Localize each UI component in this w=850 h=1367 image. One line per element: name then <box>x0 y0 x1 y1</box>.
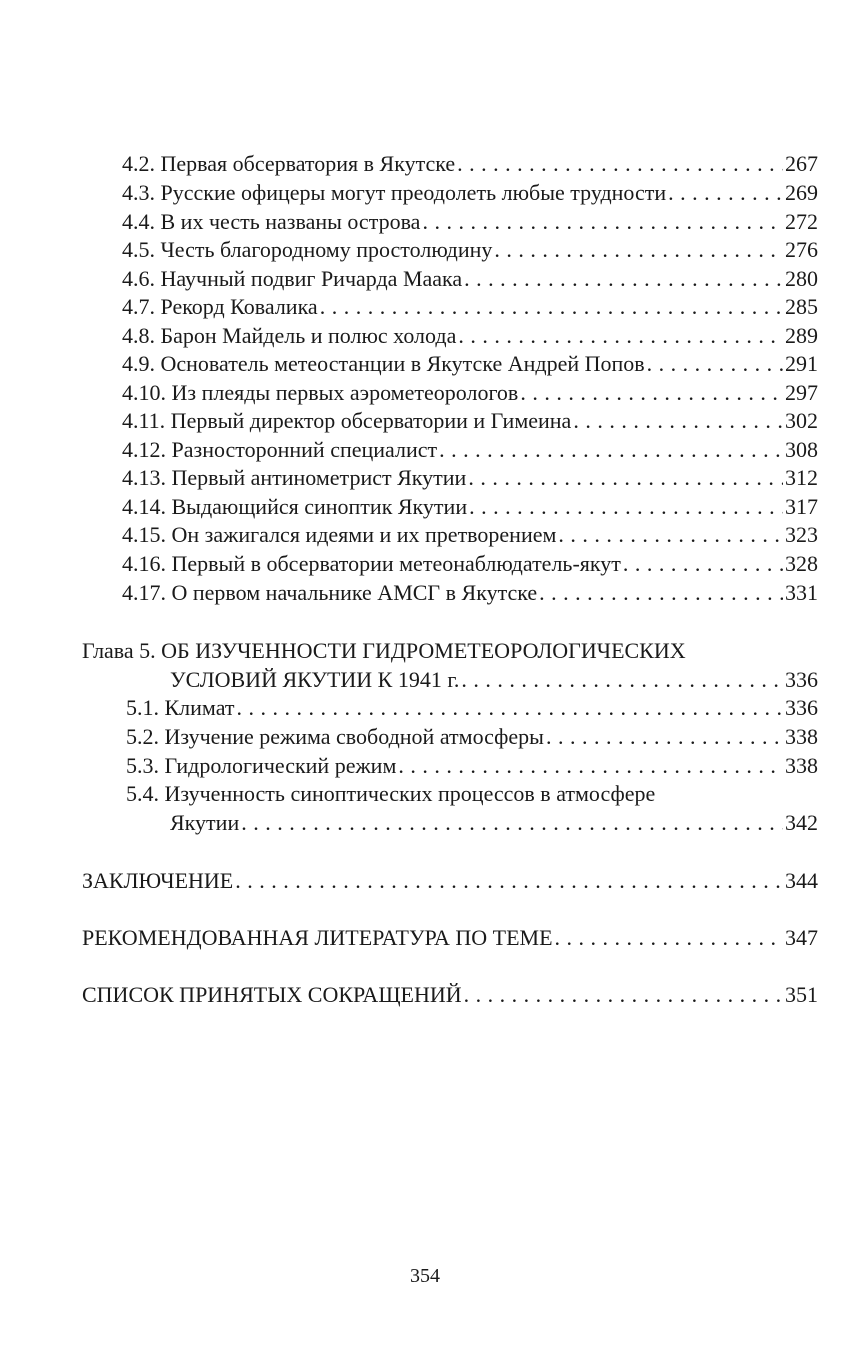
toc-leader-dots <box>458 322 783 350</box>
toc-leader-dots <box>546 723 783 751</box>
toc-entry-literature <box>82 924 818 952</box>
toc-entry <box>122 464 818 492</box>
toc-entry-title: 4.9. Основатель метеостанции в Якутске Андрей Попов <box>122 351 645 376</box>
toc-leader-dots <box>464 265 783 293</box>
toc-entry-page: 291 <box>785 351 818 376</box>
toc-entry-title: 5.4. Изученность синоптических процессов в атмосфере <box>126 781 656 806</box>
toc-entry <box>122 179 818 207</box>
toc-leader-dots <box>539 579 783 607</box>
toc-entry <box>122 379 818 407</box>
toc-leader-dots <box>237 694 783 722</box>
toc-entry-abbreviations <box>82 981 818 1009</box>
toc-entry-title: 4.13. Первый антинометрист Якутии <box>122 465 467 490</box>
toc-leader-dots <box>668 179 783 207</box>
toc-entry-title: 4.8. Барон Майдель и полюс холода <box>122 323 457 348</box>
toc-entry <box>122 293 818 321</box>
toc-leader-dots <box>573 407 783 435</box>
toc-entry-title: 4.6. Научный подвиг Ричарда Маака <box>122 266 463 291</box>
toc-leader-dots <box>555 924 783 952</box>
toc-entry-page: 336 <box>785 667 818 692</box>
toc-leader-dots <box>461 666 783 694</box>
toc-entry-continuation <box>170 809 818 837</box>
toc-entry-page: 267 <box>785 151 818 176</box>
toc-entry-title: 4.10. Из плеяды первых аэрометеорологов <box>122 380 519 405</box>
toc-leader-dots <box>457 150 783 178</box>
toc-leader-dots <box>235 867 783 895</box>
toc-entry-title: 5.3. Гидрологический режим <box>126 753 397 778</box>
toc-entry-conclusion <box>82 867 818 895</box>
toc-entry-title: 4.7. Рекорд Ковалика <box>122 294 318 319</box>
toc-leader-dots <box>494 236 783 264</box>
toc-entry <box>122 550 818 578</box>
toc-entry <box>122 436 818 464</box>
toc-leader-dots <box>241 809 783 837</box>
toc-entry-page: 338 <box>785 753 818 778</box>
toc-entry-title: 4.14. Выдающийся синоптик Якутии <box>122 494 468 519</box>
toc-entry <box>122 150 818 178</box>
toc-entry <box>126 694 818 722</box>
toc-entry <box>122 322 818 350</box>
chapter-heading: Глава 5. ОБ ИЗУЧЕННОСТИ ГИДРОМЕТЕОРОЛОГИЧЕСКИХ <box>82 638 686 663</box>
toc-entry-page: 285 <box>785 294 818 319</box>
toc-entry-page: 302 <box>785 408 818 433</box>
toc-entry-page: 338 <box>785 724 818 749</box>
toc-entry-title: 4.2. Первая обсерватория в Якутске <box>122 151 456 176</box>
toc-entry-title: 4.15. Он зажигался идеями и их претворением <box>122 522 557 547</box>
toc-entry <box>122 407 818 435</box>
toc-entry <box>126 723 818 751</box>
toc-entry-title: ЗАКЛЮЧЕНИЕ <box>82 868 234 893</box>
toc-entry-page: 342 <box>785 810 818 835</box>
toc-leader-dots <box>623 550 783 578</box>
toc-leader-dots <box>469 493 783 521</box>
toc-entry-title: СПИСОК ПРИНЯТЫХ СОКРАЩЕНИЙ <box>82 982 462 1007</box>
toc-entry-title: РЕКОМЕНДОВАННАЯ ЛИТЕРАТУРА ПО ТЕМЕ <box>82 925 553 950</box>
toc-entry-title: Якутии <box>170 810 240 835</box>
toc-entry-title: УСЛОВИЙ ЯКУТИИ К 1941 г. <box>170 667 460 692</box>
toc-entry-title: 4.17. О первом начальнике АМСГ в Якутске <box>122 580 538 605</box>
toc-leader-dots <box>468 464 783 492</box>
toc-entry-title: 4.12. Разносторонний специалист <box>122 437 438 462</box>
toc-leader-dots <box>398 752 783 780</box>
page-number: 354 <box>410 1265 440 1287</box>
chapter-heading-continuation <box>170 666 818 694</box>
toc-leader-dots <box>558 521 783 549</box>
toc-entry <box>122 493 818 521</box>
toc-entry-title: 4.4. В их честь названы острова <box>122 209 421 234</box>
toc-entry-page: 312 <box>785 465 818 490</box>
toc-entry <box>122 579 818 607</box>
toc-entry-page: 297 <box>785 380 818 405</box>
toc-leader-dots <box>320 293 783 321</box>
toc-entry-page: 308 <box>785 437 818 462</box>
toc-leader-dots <box>422 208 783 236</box>
toc-entry-title: 4.11. Первый директор обсерватории и Гимеина <box>122 408 572 433</box>
toc-entry-page: 317 <box>785 494 818 519</box>
toc-entry <box>122 236 818 264</box>
toc-entry-page: 323 <box>785 522 818 547</box>
toc-entry-title: 5.1. Климат <box>126 695 235 720</box>
toc-entry-page: 351 <box>785 982 818 1007</box>
toc-entry <box>122 521 818 549</box>
toc-entry <box>122 265 818 293</box>
toc-entry <box>122 208 818 236</box>
toc-leader-dots <box>439 436 783 464</box>
toc-entry <box>126 752 818 780</box>
toc-leader-dots <box>647 350 783 378</box>
toc-leader-dots <box>464 981 783 1009</box>
toc-entry-page: 276 <box>785 237 818 262</box>
toc-entry <box>122 350 818 378</box>
toc-entry-page: 328 <box>785 551 818 576</box>
toc-entry-title: 4.3. Русские офицеры могут преодолеть любые трудности <box>122 180 667 205</box>
toc-entry-page: 272 <box>785 209 818 234</box>
toc-entry-page: 344 <box>785 868 818 893</box>
toc-entry-page: 280 <box>785 266 818 291</box>
toc-entry-title: 5.2. Изучение режима свободной атмосферы <box>126 724 544 749</box>
toc-entry-page: 289 <box>785 323 818 348</box>
toc-entry-page: 336 <box>785 695 818 720</box>
toc-entry-page: 331 <box>785 580 818 605</box>
toc-entry-page: 347 <box>785 925 818 950</box>
toc-entry-page: 269 <box>785 180 818 205</box>
toc-entry-title: 4.5. Честь благородному простолюдину <box>122 237 493 262</box>
toc-leader-dots <box>520 379 783 407</box>
toc-entry-title: 4.16. Первый в обсерватории метеонаблюдатель-якут <box>122 551 621 576</box>
